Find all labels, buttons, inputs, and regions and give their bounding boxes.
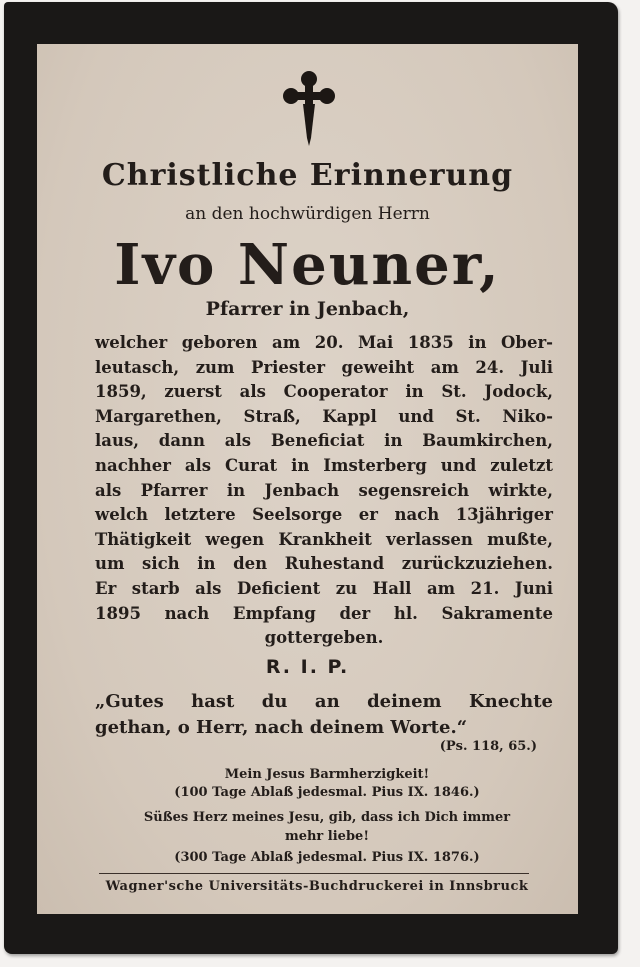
biography-line: leutasch, zum Priester geweiht am 24. Juli <box>95 357 553 377</box>
card-content <box>37 44 578 914</box>
indulgence-note: (100 Tage Ablaß jedesmal. Pius IX. 1846.) <box>174 785 480 800</box>
biography-line: 1859, zuerst als Cooperator in St. Jodock, <box>95 382 553 402</box>
deceased-name: Ivo Neuner, <box>114 232 501 298</box>
biography-line: 1895 nach Empfang der hl. Sakramente <box>95 603 553 623</box>
biography-line: Thätigkeit wegen Krankheit verlassen mußte, <box>95 529 553 549</box>
deceased-role: Pfarrer in Jenbach, <box>205 298 410 320</box>
scripture-quote <box>95 689 553 741</box>
biography-line: Er starb als Deficient zu Hall am 21. Juni <box>95 578 553 598</box>
rip-text: R. I. P. <box>265 656 350 678</box>
indulgence-note: (300 Tage Ablaß jedesmal. Pius IX. 1876.) <box>174 850 480 865</box>
prayer-text: Mein Jesus Barmherzigkeit! <box>224 767 430 782</box>
prayer-text: mehr liebe! <box>284 829 370 844</box>
biography-line: welcher geboren am 20. Mai 1835 in Ober- <box>95 333 553 352</box>
printer-imprint: Wagner'sche Universitäts-Buchdruckerei in Innsbruck <box>105 879 529 894</box>
biography-line: Margarethen, Straß, Kappl und St. Niko- <box>95 406 553 426</box>
biography <box>95 331 553 651</box>
divider <box>99 873 529 874</box>
card-paper <box>37 44 578 914</box>
biography-line: laus, dann als Beneficiat in Baumkirchen, <box>95 431 553 451</box>
biography-line: welch letztere Seelsorge er nach 13jähriger <box>95 505 553 525</box>
memorial-card <box>4 2 618 954</box>
card-title: Christliche Erinnerung <box>101 158 514 193</box>
quote-line: gethan, o Herr, nach deinem Worte.“ <box>95 717 468 738</box>
prayer-text: Süßes Herz meines Jesu, gib, dass ich Dich immer <box>143 810 511 825</box>
biography-line: nachher als Curat in Imsterberg und zuletzt <box>95 455 553 475</box>
cross-botonnee-icon <box>281 68 337 148</box>
biography-line: um sich in den Ruhestand zurückzuziehen. <box>95 554 553 574</box>
quote-reference: (Ps. 118, 65.) <box>439 739 537 754</box>
biography-line: als Pfarrer in Jenbach segensreich wirkte, <box>95 480 553 500</box>
dedication-line: an den hochwürdigen Herrn <box>185 204 430 224</box>
quote-line: „Gutes hast du an deinem Knechte <box>95 691 553 712</box>
biography-line: gottergeben. <box>264 628 384 648</box>
